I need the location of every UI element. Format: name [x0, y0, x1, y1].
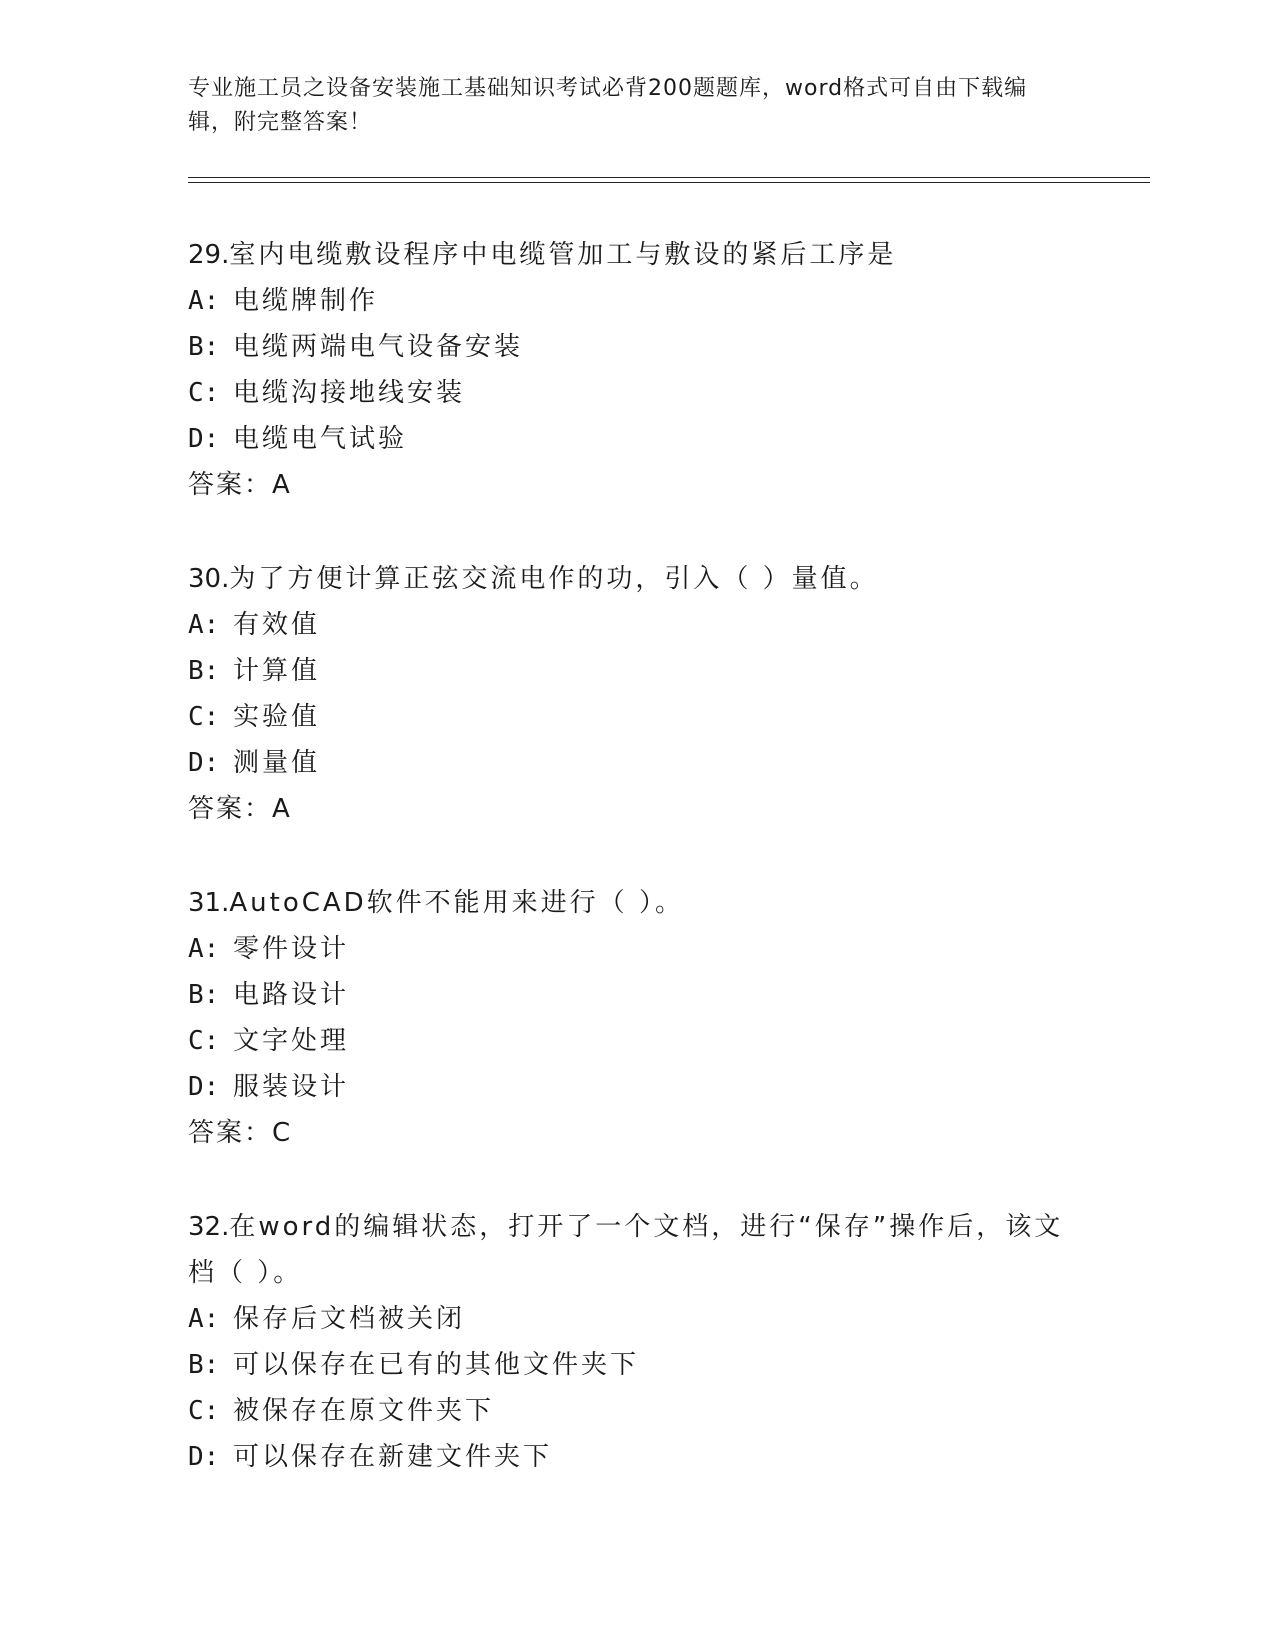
option-key: D: — [188, 1442, 220, 1472]
option-text: 有效值 — [233, 610, 321, 640]
option-key: D: — [188, 748, 220, 778]
question-number: 32. — [188, 1212, 230, 1242]
question-number: 31. — [188, 888, 230, 918]
option-d — [188, 740, 1088, 786]
option-key: B: — [188, 980, 220, 1010]
question-stem — [188, 880, 1088, 926]
option-text: 电缆电气试验 — [233, 424, 408, 454]
option-text: 服装设计 — [233, 1072, 350, 1102]
question-number: 29. — [188, 240, 230, 270]
question-stem — [188, 556, 1088, 602]
option-text: 可以保存在新建文件夹下 — [233, 1442, 553, 1472]
question-31 — [188, 880, 1088, 1156]
option-b — [188, 972, 1088, 1018]
option-c — [188, 694, 1088, 740]
option-b — [188, 648, 1088, 694]
option-text: 电缆沟接地线安装 — [233, 378, 466, 408]
option-c — [188, 1388, 1088, 1434]
option-a — [188, 1296, 1088, 1342]
option-text: 测量值 — [233, 748, 321, 778]
option-key: C: — [188, 702, 220, 732]
option-key: C: — [188, 1026, 220, 1056]
option-a — [188, 278, 1088, 324]
option-key: B: — [188, 656, 220, 686]
question-29 — [188, 232, 1088, 508]
option-key: D: — [188, 424, 220, 454]
answer-line: 答案：A — [188, 470, 292, 500]
option-key: B: — [188, 332, 220, 362]
option-key: A: — [188, 610, 220, 640]
option-d — [188, 1434, 1088, 1480]
question-number: 30. — [188, 564, 230, 594]
question-32 — [188, 1204, 1088, 1480]
option-text: 被保存在原文件夹下 — [233, 1396, 495, 1426]
option-key: A: — [188, 934, 220, 964]
question-text: AutoCAD软件不能用来进行（ ）。 — [229, 888, 684, 918]
option-text: 可以保存在已有的其他文件夹下 — [233, 1350, 640, 1380]
option-text: 电缆牌制作 — [233, 286, 379, 316]
question-list — [188, 232, 1088, 1528]
option-text: 文字处理 — [233, 1026, 350, 1056]
question-text: 在word的编辑状态，打开了一个文档，进行“保存”操作后，该文档（ ）。 — [188, 1212, 1064, 1288]
option-key: B: — [188, 1350, 220, 1380]
header-rule-top — [188, 177, 1150, 178]
answer-line: 答案：C — [188, 1118, 293, 1148]
question-stem — [188, 232, 1088, 278]
option-d — [188, 1064, 1088, 1110]
answer-line: 答案：A — [188, 794, 292, 824]
question-30 — [188, 556, 1088, 832]
option-c — [188, 1018, 1088, 1064]
option-text: 保存后文档被关闭 — [233, 1304, 466, 1334]
option-a — [188, 602, 1088, 648]
option-text: 计算值 — [233, 656, 321, 686]
option-key: C: — [188, 1396, 220, 1426]
document-header: 专业施工员之设备安装施工基础知识考试必背200题题库，word格式可自由下载编辑，附完整答案！ — [188, 76, 1028, 135]
option-a — [188, 926, 1088, 972]
option-text: 零件设计 — [233, 934, 350, 964]
option-key: A: — [188, 286, 220, 316]
option-key: C: — [188, 378, 220, 408]
option-text: 实验值 — [233, 702, 321, 732]
header-rule-bottom — [188, 182, 1150, 183]
option-text: 电路设计 — [233, 980, 350, 1010]
option-key: A: — [188, 1304, 220, 1334]
option-c — [188, 370, 1088, 416]
question-text: 为了方便计算正弦交流电作的功，引入（ ）量值。 — [229, 564, 879, 594]
option-b — [188, 1342, 1088, 1388]
question-stem — [188, 1204, 1088, 1296]
option-b — [188, 324, 1088, 370]
option-key: D: — [188, 1072, 220, 1102]
option-text: 电缆两端电气设备安装 — [233, 332, 524, 362]
option-d — [188, 416, 1088, 462]
question-text: 室内电缆敷设程序中电缆管加工与敷设的紧后工序是 — [229, 240, 897, 270]
